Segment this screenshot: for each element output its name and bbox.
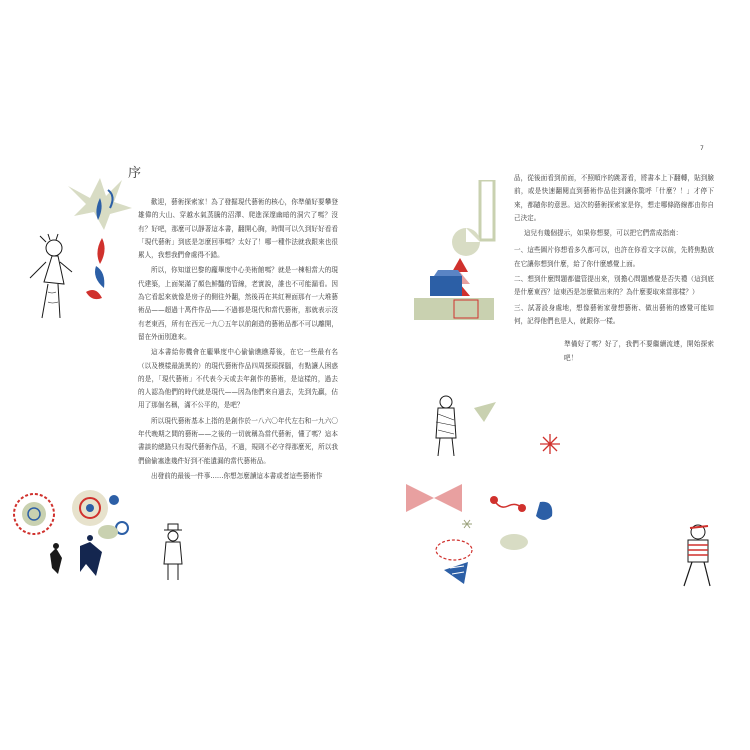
walking-boy-illustration <box>676 520 720 590</box>
paragraph: 所以，你知道巴黎的龐畢度中心美術館嗎？就是一棟相當大的現代建築，上面架滿了顏色鮮豔的管線，老實說，誰也不可能漏看。因為它看起來就像是房子的側往外翻，然後再在其紅裡面那有一大堆藝術品——超過十萬件作品——不過都是現代和當代藝術，那就表示沒有老東西，所有在西元一九〇五年以前創造的藝術品都不可以離開，留在外面別進來。 <box>138 266 338 341</box>
tips-list <box>514 244 714 328</box>
list-item: 三、試著設身處地，想像藝術家發想藝術、做出藝術的感覺可能如何，記得他們也是人，就跟你一樣。 <box>514 303 714 325</box>
tips-heading: 這兒有幾個提示，如果你想要，可以把它們當成指南： <box>524 229 683 238</box>
preface-body <box>138 196 338 485</box>
paragraph: 歡迎，藝術探索家！為了發掘現代藝術的核心，你準備好要攀登雄偉的大山、穿越水氣蒸騰的沼澤、爬進深邃幽暗的洞穴了嗎？沒有？好吧，那麼可以靜著這本書，翻開心胸，時間可以久到好好看看「現代藝術」到底是怎麼回事嗎？太好了！哪一種作法就我跟來也很累人，我想我們會處得不錯。 <box>138 198 338 260</box>
red-blue-shapes <box>82 236 122 306</box>
hat-man-sketch <box>156 522 190 582</box>
preface-title: 序 <box>128 166 143 181</box>
circle-pattern-illustration <box>10 484 140 584</box>
list-item: 一、這些圖片你想看多久都可以，也許在你看文字以前，先將焦點放在它讓你想到什麼，給了你什麼感覺上面。 <box>514 246 714 268</box>
paragraph: 所以現代藝術基本上指的是創作於一八六〇年代左右和一九六〇年代晚期之間的藝術——之後的一切就稱為當代藝術，懂了嗎？這本書談的總路只有現代藝術作品，不過，規則不必守得那麼死，所以我們偷偷塞進幾件好到不能遺漏的當代藝術品。 <box>138 416 338 465</box>
geometric-stack-illustration <box>410 180 500 320</box>
paragraph: 品，從後面看到前面，不照順序的跳著看，將書本上下翻轉，貼到臉前，或是快速翻閱直到藝術作品佳到讓你驚呼「什麼？！」才停下來，都隨你的意思。這次的藝術探索家是你，想走哪條路線都由你自己決定。 <box>514 174 714 222</box>
line-drawn-figure <box>20 232 82 324</box>
red-star-spark <box>540 434 560 454</box>
page-number: 7 <box>700 145 704 152</box>
bowtie-shapes <box>404 480 574 590</box>
sage-triangle <box>474 402 496 422</box>
paragraph: 出發前的最後一件事……你想怎麼讀這本書或者這些藝術作 <box>151 471 323 480</box>
scribbled-figure <box>428 394 464 458</box>
list-item: 二、想到什麼問題都儘管提出來，別擔心問題感覺是否失禮（這到底是什麼東西？這東西是怎麼做出來的？為什麼要取來當那樣？） <box>514 275 714 297</box>
paragraph: 這本書給你機會在龐畢度中心偷偷瞧瞧幕後，在它一些最有名（以及模樣最詭異的）的現代藝術作品四周探頭探腦，有點讓人困惑的是，「現代藝術」不代表今天或去年創作的藝術，是這樣的，過去的人認為他們的時代就是現代——因為他們來自過去，先到先贏，佔用了那個名稱，滿不公平的，是吧？ <box>138 348 338 410</box>
preface-continued <box>514 172 714 367</box>
closing-line: 準備好了嗎？好了，我們不要繼續流連，開始探索吧！ <box>564 340 714 362</box>
